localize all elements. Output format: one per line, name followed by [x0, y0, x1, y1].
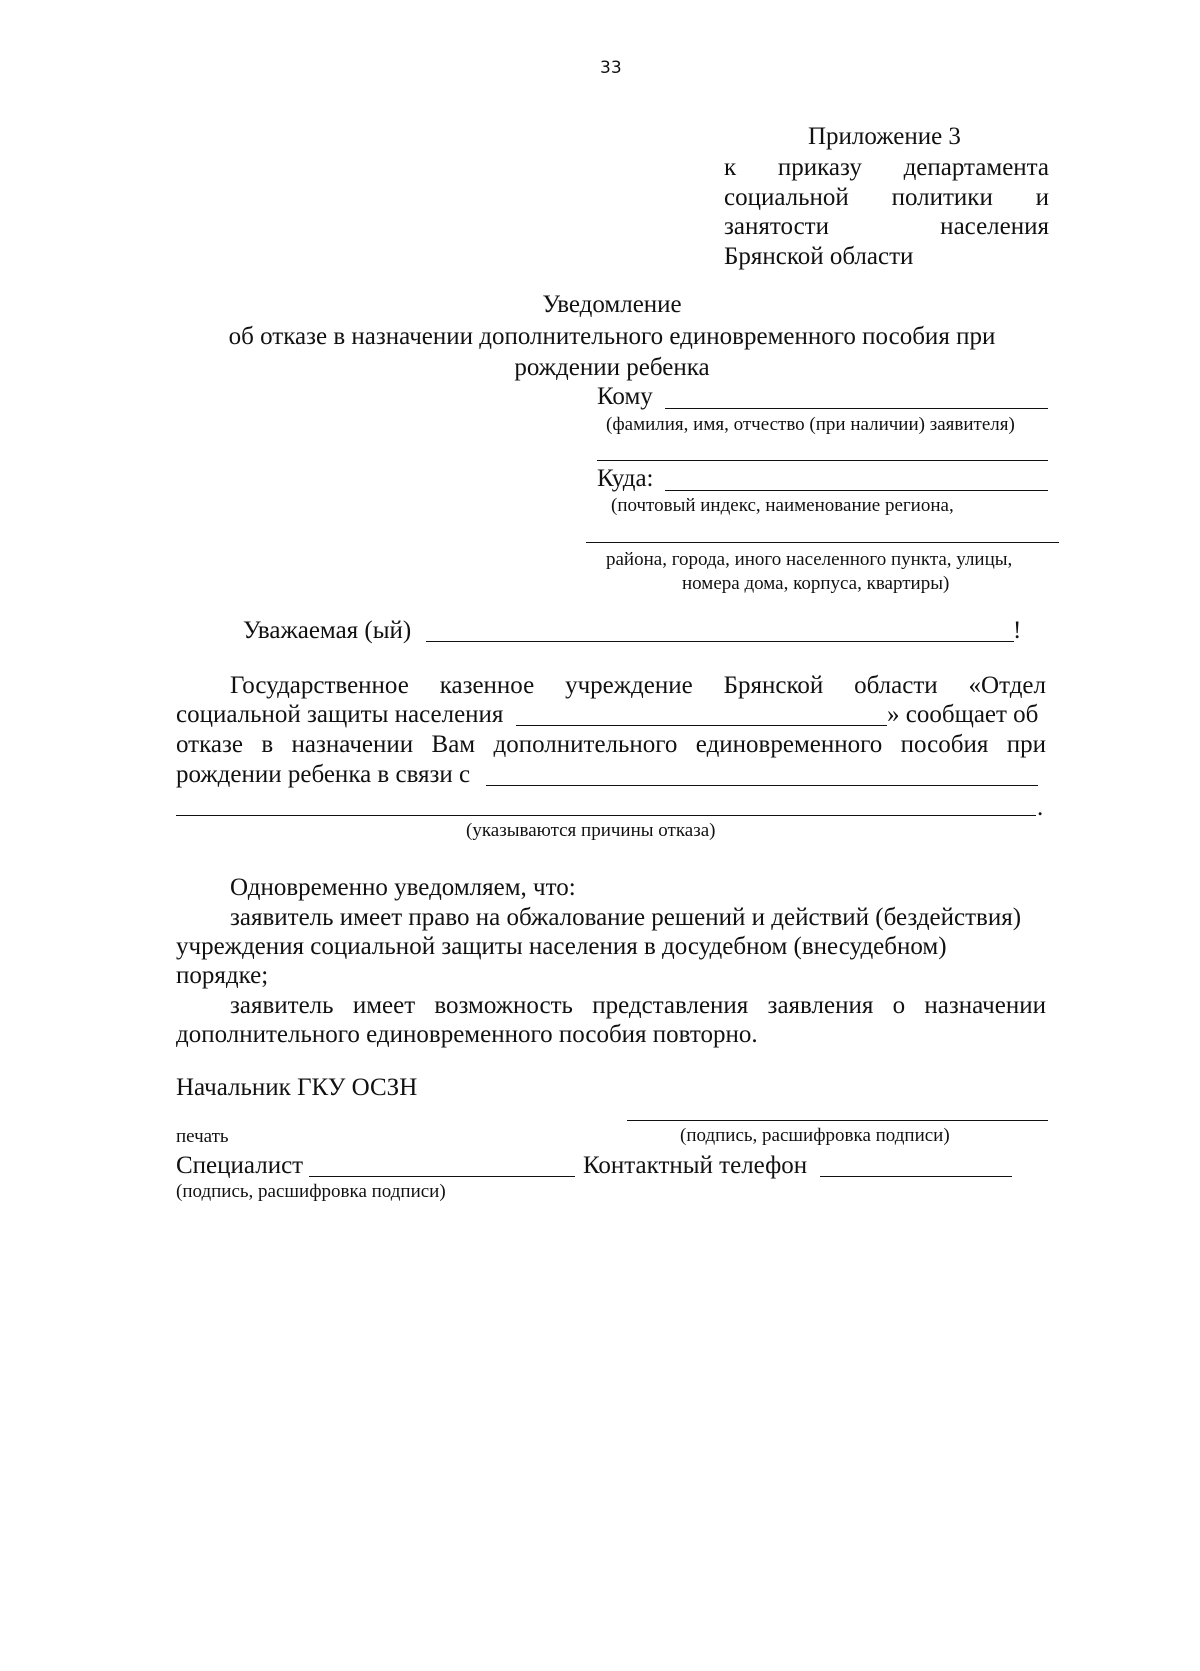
- body-line-1: Государственное казенное учреждение Брянской области «Отдел: [230, 672, 1046, 699]
- body-line-4-start: рождении ребенка в связи с: [176, 761, 471, 788]
- department-field-line[interactable]: [516, 725, 887, 726]
- head-signature-line[interactable]: [627, 1120, 1048, 1121]
- body-line-3: отказе в назначении Вам дополнительного единовременного пособия при: [176, 731, 1046, 758]
- appendix-line-4: Брянской области: [724, 243, 914, 270]
- body-line-5-end: .: [1037, 794, 1044, 821]
- greeting-end: !: [1013, 617, 1022, 644]
- notice-line-6: дополнительного единовременного пособия повторно.: [176, 1021, 758, 1048]
- notice-subtitle-2: рождении ребенка: [514, 354, 710, 381]
- notice-subtitle-1: об отказе в назначении дополнительного единовременного пособия при: [228, 323, 996, 350]
- notice-title: Уведомление: [542, 291, 682, 318]
- notice-line-3: учреждения социальной защиты населения в досудебном (внесудебном): [176, 933, 947, 960]
- notice-line-2: заявитель имеет право на обжалование решений и действий (бездействия): [230, 904, 1022, 931]
- phone-label: Контактный телефон: [583, 1152, 808, 1179]
- notice-line-4: порядке;: [176, 962, 269, 989]
- notice-line-5: заявитель имеет возможность представления заявления о назначении: [230, 992, 1046, 1019]
- appendix-line-2: социальной политики и: [724, 184, 1049, 211]
- specialist-signature-line[interactable]: [309, 1176, 575, 1177]
- to-field-line[interactable]: [665, 408, 1048, 409]
- reason-field-line[interactable]: [486, 785, 1038, 786]
- body-line-2-start: социальной защиты населения: [176, 701, 504, 728]
- head-signature-hint: (подпись, расшифровка подписи): [680, 1125, 950, 1146]
- reason-hint: (указываются причины отказа): [466, 820, 716, 841]
- stamp-label: печать: [176, 1126, 229, 1147]
- where-label: Куда:: [597, 465, 654, 492]
- page-number: 33: [600, 58, 622, 78]
- greeting-label: Уважаемая (ый): [243, 617, 412, 644]
- phone-field-line[interactable]: [820, 1176, 1012, 1177]
- notice-line-1: Одновременно уведомляем, что:: [230, 874, 576, 901]
- appendix-line-1: к приказу департамента: [724, 154, 1049, 181]
- where-field-line[interactable]: [665, 490, 1048, 491]
- body-line-2-end: » сообщает об: [887, 701, 1039, 728]
- to-label: Кому: [597, 383, 653, 410]
- greeting-name-line[interactable]: [426, 641, 1014, 642]
- appendix-line-3: занятости населения: [724, 213, 1049, 240]
- specialist-label: Специалист: [176, 1152, 304, 1179]
- reason-field-line-2[interactable]: [176, 815, 1036, 816]
- specialist-signature-hint: (подпись, расшифровка подписи): [176, 1181, 446, 1202]
- where-hint-1: (почтовый индекс, наименование региона,: [611, 495, 954, 516]
- where-hint-3: номера дома, корпуса, квартиры): [682, 573, 950, 594]
- to-field-line-2[interactable]: [597, 460, 1048, 461]
- to-hint: (фамилия, имя, отчество (при наличии) заявителя): [606, 414, 1015, 435]
- where-field-line-2[interactable]: [586, 542, 1059, 543]
- where-hint-2: района, города, иного населенного пункта, улицы,: [606, 549, 1013, 570]
- appendix-title: Приложение 3: [808, 123, 961, 150]
- head-title: Начальник ГКУ ОСЗН: [176, 1074, 418, 1101]
